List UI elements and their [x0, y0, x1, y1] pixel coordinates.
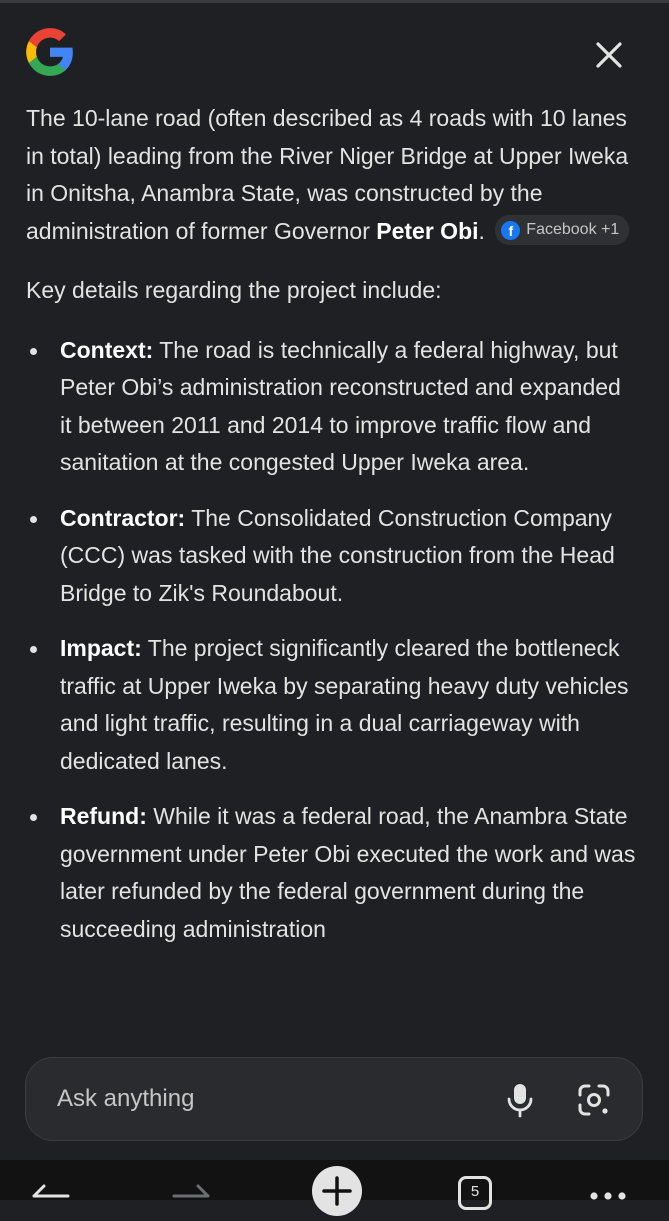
item-label: Refund: — [60, 803, 147, 829]
new-tab-button[interactable] — [312, 1166, 362, 1216]
item-label: Impact: — [60, 635, 142, 661]
ask-input[interactable] — [25, 1057, 643, 1141]
list-item — [26, 500, 636, 613]
source-chip-label: Facebook +1 — [526, 221, 620, 239]
facebook-icon: f — [501, 221, 520, 240]
google-lens-icon[interactable] — [576, 1082, 612, 1118]
item-label: Context: — [60, 336, 154, 363]
key-details-heading: Key details regarding the project include: — [26, 277, 442, 303]
back-arrow-icon[interactable] — [28, 1178, 72, 1200]
item-text: The road is technically a federal highway, but Peter Obi’s administration reconstructed and expanded it between 2011 and 2014 to improve traffic flow and sanitation at the congested Upper Iweka area. — [60, 336, 621, 475]
forward-arrow-icon[interactable] — [170, 1178, 214, 1200]
item-text: The Consolidated Construction Company (CCC) was tasked with the construction from the Head Bridge to Zik's Roundabout. — [60, 504, 615, 606]
list-item — [26, 630, 636, 780]
detail-list — [26, 332, 636, 949]
item-text: The project significantly cleared the bottleneck traffic at Upper Iweka by separating heavy duty vehicles and light traffic, resulting in a dual carriageway with dedicated lanes. — [60, 635, 629, 774]
ask-input-placeholder: Ask anything — [57, 1085, 195, 1112]
microphone-icon[interactable] — [504, 1082, 536, 1118]
intro-end: . — [478, 217, 485, 244]
answer-intro — [26, 100, 636, 250]
close-icon[interactable] — [588, 34, 630, 76]
plus-icon — [312, 1166, 362, 1216]
list-item — [26, 798, 636, 948]
intro-text: The 10-lane road (often described as 4 roads with 10 lanes in total) leading from the River Niger Bridge at Upper Iweka in Onitsha, Anambra State, was constructed by the administration of former Governor — [26, 105, 629, 244]
ai-answer — [26, 100, 636, 1036]
intro-bold-name: Peter Obi — [376, 217, 479, 244]
google-g-logo[interactable] — [24, 26, 76, 78]
tab-switcher-button[interactable]: 5 — [458, 1176, 492, 1210]
top-divider — [0, 0, 669, 3]
more-options-icon[interactable] — [588, 1190, 628, 1200]
source-chip[interactable] — [495, 215, 629, 245]
item-text: While it was a federal road, the Anambra State government under Peter Obi executed the work and was later refunded by the federal government during the succeeding administration — [60, 803, 636, 942]
item-label: Contractor: — [60, 504, 186, 531]
browser-bottom-bar — [0, 1160, 669, 1200]
list-item — [26, 332, 636, 482]
content-fade — [0, 1000, 669, 1040]
